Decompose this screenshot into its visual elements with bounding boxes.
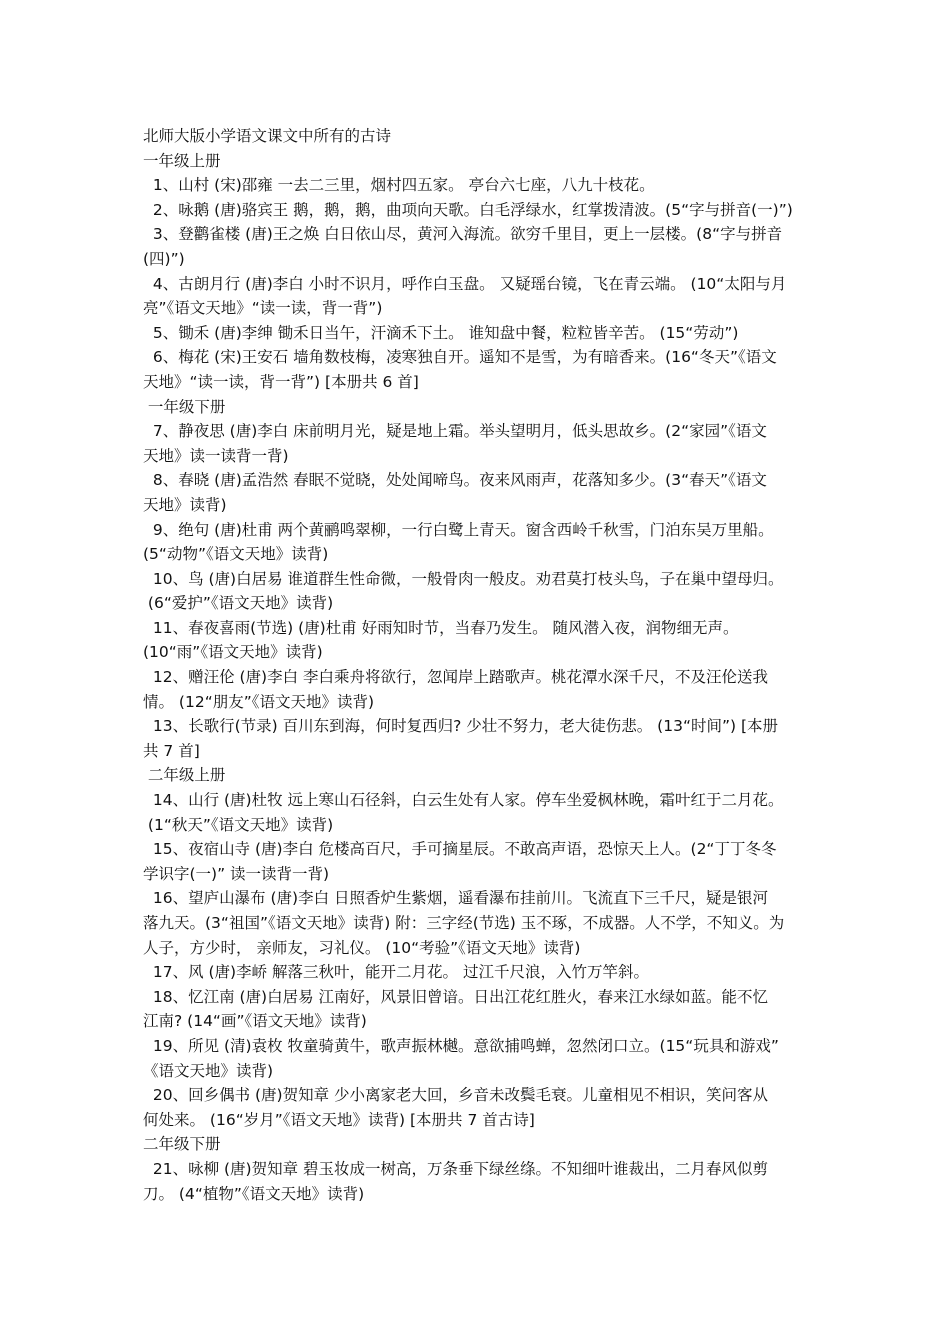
text-line: 15、夜宿山寺 (唐)李白 危楼高百尺，手可摘星辰。不敢高声语，恐惊天上人。(2“丁丁冬冬	[143, 840, 777, 859]
text-line: 11、春夜喜雨(节选) (唐)杜甫 好雨知时节，当春乃发生。 随风潜入夜，润物细无声。	[143, 618, 739, 637]
text-line: 学识字(一)” 读一读背一背)	[143, 864, 330, 883]
text-line: 13、长歌行(节录) 百川东到海，何时复西归? 少壮不努力，老大徒伤悲。 (13“时间”) [本册	[143, 717, 779, 736]
text-line: 天地》读一读背一背)	[143, 446, 289, 465]
text-line: 14、山行 (唐)杜牧 远上寒山石径斜，白云生处有人家。停车坐爱枫林晚，霜叶红于二月花。	[143, 791, 784, 810]
text-line: 7、静夜思 (唐)李白 床前明月光，疑是地上霜。举头望明月，低头思故乡。(2“家园”《语文	[143, 422, 767, 441]
text-line: 16、望庐山瀑布 (唐)李白 日照香炉生紫烟，遥看瀑布挂前川。飞流直下三千尺，疑是银河	[143, 889, 769, 908]
text-line: 落九天。(3“祖国”《语文天地》读背) 附：三字经(节选) 玉不琢，不成器。人不学，不知义。为	[143, 914, 785, 932]
text-line: 2、咏鹅 (唐)骆宾王 鹅，鹅，鹅，曲项向天歌。白毛浮绿水，红掌拨清波。(5“字与拼音(一)”)	[143, 200, 793, 219]
text-line: 10、鸟 (唐)白居易 谁道群生性命微，一般骨肉一般皮。劝君莫打枝头鸟，子在巢中望母归。	[143, 569, 784, 588]
text-line: 《语文天地》读背)	[143, 1061, 274, 1080]
text-line: 21、咏柳 (唐)贺知章 碧玉妆成一树高，万条垂下绿丝绦。不知细叶谁裁出，二月春风似剪	[143, 1159, 769, 1178]
text-line: 18、忆江南 (唐)白居易 江南好，风景旧曾谙。日出江花红胜火，春来江水绿如蓝。能不忆	[143, 987, 769, 1006]
poem-list	[143, 149, 833, 1207]
document-title: 北师大版小学语文课文中所有的古诗	[143, 127, 392, 145]
text-line: 共 7 首]	[143, 741, 200, 760]
text-line: (1“秋天”《语文天地》读背)	[143, 815, 334, 834]
text-line: (5“动物”《语文天地》读背)	[143, 545, 329, 564]
document-body	[143, 124, 833, 1206]
text-line: 情。 (12“朋友”《语文天地》读背)	[143, 692, 375, 711]
text-line: 12、赠汪伦 (唐)李白 李白乘舟将欲行，忽闻岸上踏歌声。桃花潭水深千尺，不及汪伦送我	[143, 668, 769, 687]
text-line: 天地》“读一读，背一背”) [本册共 6 首]	[143, 372, 419, 391]
text-line: 人子，方少时， 亲师友，习礼仪。 (10“考验”《语文天地》读背)	[143, 938, 581, 957]
text-line: 9、绝句 (唐)杜甫 两个黄鹂鸣翠柳，一行白鹭上青天。窗含西岭千秋雪，门泊东吴万里船。	[143, 520, 774, 539]
text-line: 一年级上册	[143, 151, 221, 170]
text-line: 19、所见 (清)袁枚 牧童骑黄牛，歌声振林樾。意欲捕鸣蝉，忽然闭口立。(15“玩具和游戏”	[143, 1036, 779, 1055]
text-line: (10“雨”《语文天地》读背)	[143, 643, 323, 662]
text-line: 江南? (14“画”《语文天地》读背)	[143, 1012, 367, 1031]
text-line: (6“爱护”《语文天地》读背)	[143, 594, 334, 613]
text-line: 天地》读背)	[143, 495, 227, 514]
text-line: (四)”)	[143, 249, 185, 268]
text-line: 二年级下册	[143, 1135, 221, 1154]
text-line: 刀。 (4“植物”《语文天地》读背)	[143, 1184, 365, 1203]
text-line: 17、风 (唐)李峤 解落三秋叶，能开二月花。 过江千尺浪，入竹万竿斜。	[143, 963, 649, 982]
text-line: 6、梅花 (宋)王安石 墙角数枝梅，凌寒独自开。遥知不是雪，为有暗香来。(16“冬天”《语文	[143, 348, 777, 367]
text-line: 一年级下册	[143, 397, 226, 416]
text-line: 4、古朗月行 (唐)李白 小时不识月，呼作白玉盘。 又疑瑶台镜，飞在青云端。 (10“太阳与月	[143, 274, 787, 293]
text-line: 8、春晓 (唐)孟浩然 春眠不觉晓，处处闻啼鸟。夜来风雨声，花落知多少。(3“春天”《语文	[143, 471, 767, 490]
text-line: 20、回乡偶书 (唐)贺知章 少小离家老大回，乡音未改鬓毛衰。儿童相见不相识，笑问客从	[143, 1086, 769, 1105]
text-line: 5、锄禾 (唐)李绅 锄禾日当午，汗滴禾下土。 谁知盘中餐，粒粒皆辛苦。 (15“劳动”)	[143, 323, 739, 342]
text-line: 何处来。 (16“岁月”《语文天地》读背) [本册共 7 首古诗]	[143, 1110, 535, 1129]
text-line: 1、山村 (宋)邵雍 一去二三里，烟村四五家。 亭台六七座，八九十枝花。	[143, 176, 655, 195]
text-line: 3、登鹳雀楼 (唐)王之焕 白日依山尽，黄河入海流。欲穷千里目，更上一层楼。(8“字与拼音	[143, 225, 783, 244]
text-line: 亮”《语文天地》“读一读，背一背”)	[143, 299, 383, 318]
text-line: 二年级上册	[143, 766, 226, 785]
